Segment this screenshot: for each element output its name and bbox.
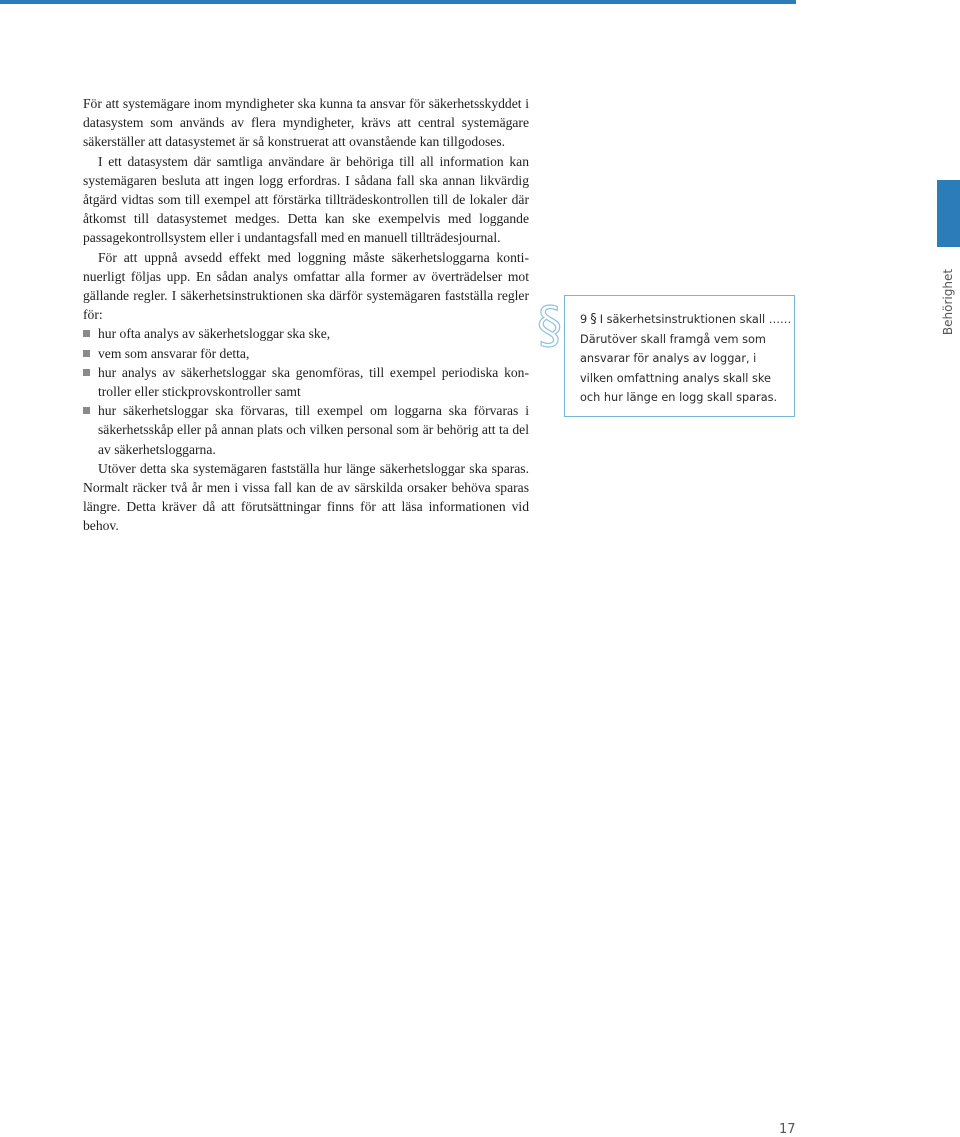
list-item: hur säkerhetsloggar ska förvaras, till exempel om loggarna ska förvaras i säkerhetsskåp eller på annan plats och vilken personal som är behörig att ta del av säkerhetsloggarna. — [83, 401, 529, 459]
regulation-text — [580, 310, 792, 408]
list-item: hur ofta analys av säkerhetsloggar ska ske, — [83, 324, 529, 343]
body-text — [83, 94, 529, 536]
list-item: hur analys av säkerhetsloggar ska genomföras, till exempel periodiska kontroller eller stickprovskontroller samt — [83, 363, 529, 401]
top-accent-rule — [0, 0, 796, 4]
page-number: 17 — [779, 1122, 796, 1137]
square-bullet-icon — [83, 407, 90, 414]
paragraph-1: För att systemägare inom myndigheter ska kunna ta ansvar för säkerhetsskyddet i datasystem som används av flera myndigheter, krävs att central systemägare säkerställer att datasystemet är så konstruerat att ovanstående kan tillgodoses. — [83, 96, 529, 150]
rules-list — [83, 324, 529, 458]
section-tab — [937, 180, 960, 247]
paragraph-3: För att uppnå avsedd effekt med loggning måste säkerhetsloggarna kontinuerligt följas upp. En sådan analys omfattar alla former av överträdelser mot gällande regler. I säkerhetsinstruktionen ska därför systemägaren fastställa regler för: — [83, 249, 529, 323]
regulation-heading — [580, 310, 792, 330]
small-paragraph-symbol: § — [590, 312, 597, 327]
paragraph-2: I ett datasystem där samtliga användare är behöriga till all information kan systemägaren besluta att ingen logg erfordras. I sådana fall ska annan likvärdig åtgärd vidtas som till exempel att förstärka tillträdeskontrollen till de lokaler där åtkomst till datasystemet medges. Detta kan ske exempelvis med loggande passagekontrollsystem eller i undantagsfall med en manuell tillträdesjournal. — [83, 153, 529, 246]
list-item: vem som ansvarar för detta, — [83, 344, 529, 363]
square-bullet-icon — [83, 369, 90, 376]
regulation-number: 9 — [580, 313, 588, 326]
regulation-line-2: Därutöver skall framgå vem som ansvarar för analys av loggar, i vilken omfattning analys skall ske och hur länge en logg skall sparas. — [580, 332, 778, 404]
paragraph-symbol-icon: § — [537, 296, 562, 354]
square-bullet-icon — [83, 350, 90, 357]
regulation-line-1: I säkerhetsinstruktionen skall …… — [599, 313, 792, 326]
square-bullet-icon — [83, 330, 90, 337]
paragraph-4: Utöver detta ska systemägaren fastställa hur länge säkerhetsloggar ska sparas. Normalt räcker två år men i vissa fall kan de av särskilda orsaker behöva sparas längre. Detta kräver då att förutsättningar finns för att läsa informationen vid behov. — [83, 460, 529, 534]
